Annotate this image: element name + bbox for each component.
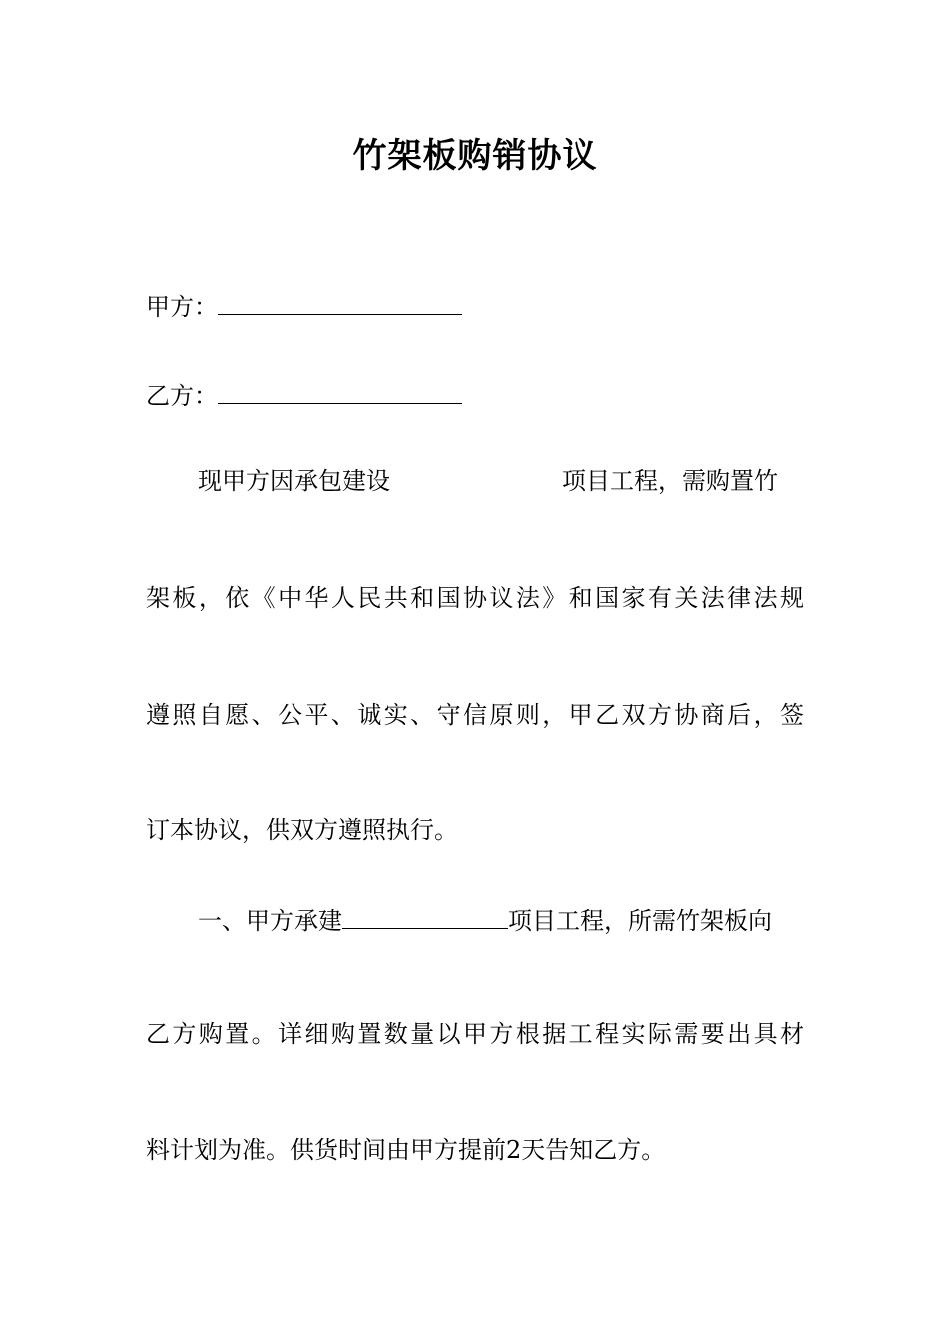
document-title: 竹架板购销协议 bbox=[352, 136, 598, 176]
paragraph1-line1-start: 现甲方因承包建设 bbox=[198, 467, 390, 495]
project-blank bbox=[342, 902, 508, 929]
paragraph2-line2: 乙方购置。详细购置数量以甲方根据工程实际需要出具材 bbox=[146, 1020, 804, 1048]
party-a-label: 甲方： bbox=[146, 293, 218, 321]
paragraph1-line2: 架板，依《中华人民共和国协议法》和国家有关法律法规 bbox=[146, 584, 804, 612]
paragraph1-line4: 订本协议，供双方遵照执行。 bbox=[146, 816, 458, 844]
paragraph2-line1 bbox=[198, 902, 772, 937]
paragraph2-line1-start: 一、甲方承建 bbox=[198, 907, 342, 935]
paragraph1-line1 bbox=[198, 465, 778, 497]
party-a-line bbox=[146, 288, 462, 323]
party-a-blank bbox=[218, 288, 462, 315]
party-b-label: 乙方： bbox=[146, 382, 218, 410]
paragraph1-line1-end: 项目工程，需购置竹 bbox=[562, 467, 778, 495]
party-b-blank bbox=[218, 377, 462, 404]
party-b-line bbox=[146, 377, 462, 412]
paragraph1-line3: 遵照自愿、公平、诚实、守信原则，甲乙双方协商后，签 bbox=[146, 701, 804, 729]
paragraph2-line3: 料计划为准。供货时间由甲方提前2天告知乙方。 bbox=[146, 1136, 666, 1164]
paragraph2-line1-end: 项目工程，所需竹架板向 bbox=[508, 907, 772, 935]
